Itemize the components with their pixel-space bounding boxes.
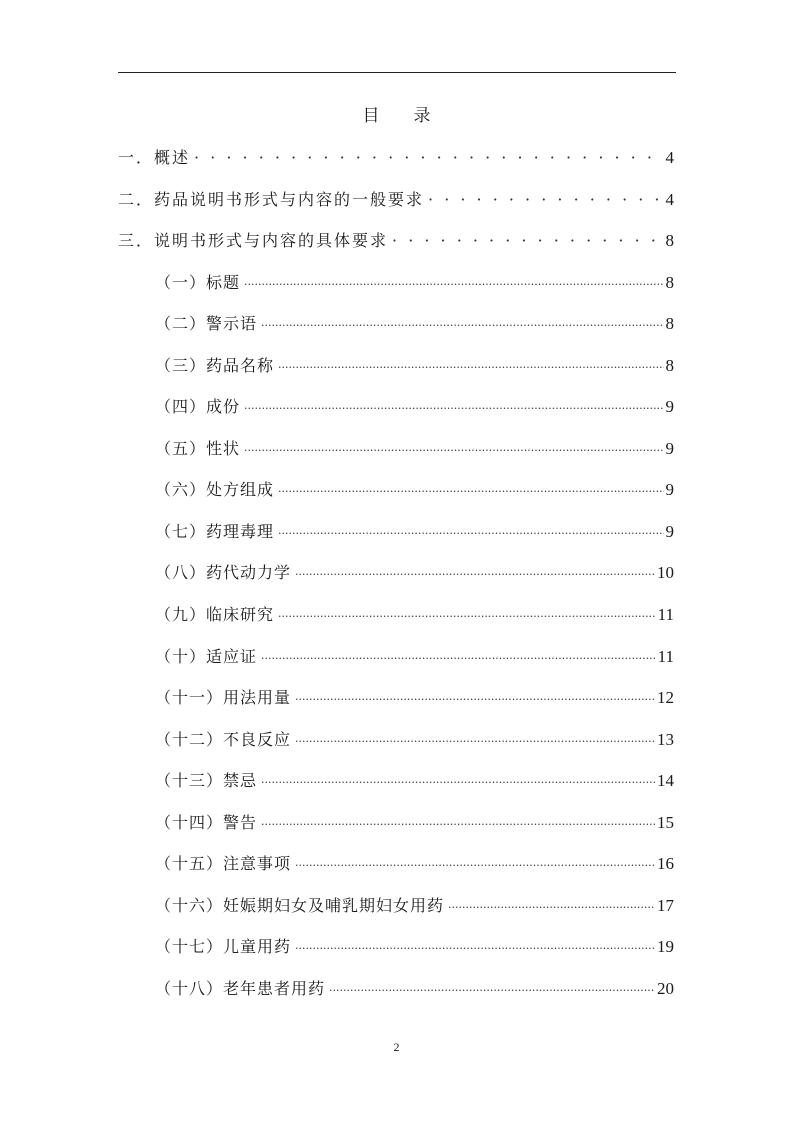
toc-entry-page: 12 [657, 688, 674, 708]
toc-entry-label: 三．说明书形式与内容的具体要求 [118, 231, 389, 251]
toc-entry[interactable] [118, 977, 674, 1019]
toc-entry[interactable] [118, 728, 674, 770]
toc-entry-page: 8 [665, 355, 674, 375]
toc-entry-label: （七）药理毒理 [155, 521, 275, 541]
toc-entry[interactable] [118, 852, 674, 894]
toc-entry-label: （十六）妊娠期妇女及哺乳期妇女用药 [155, 895, 445, 915]
toc-entry-label: （六）处方组成 [155, 480, 275, 500]
table-of-contents [118, 146, 674, 1018]
toc-entry-page: 17 [657, 895, 674, 915]
toc-entry[interactable] [118, 769, 674, 811]
dot-leader [261, 811, 655, 837]
toc-entry-label: 一．概述 [118, 148, 191, 167]
toc-entry[interactable] [118, 395, 674, 437]
toc-entry-label: （五）性状 [155, 438, 241, 458]
toc-entry[interactable] [118, 271, 674, 313]
dot-leader [261, 769, 655, 795]
toc-entry-label: （九）临床研究 [155, 605, 275, 625]
toc-entry-label: （十）适应证 [155, 646, 258, 666]
dot-leader [295, 686, 655, 712]
dot-leader [428, 188, 663, 212]
toc-entry-label: 二．药品说明书形式与内容的一般要求 [118, 189, 425, 209]
dot-leader [278, 354, 663, 380]
toc-entry[interactable] [118, 811, 674, 853]
toc-entry-page: 8 [665, 231, 674, 251]
toc-entry-label: （十五）注意事项 [155, 854, 292, 874]
dot-leader [295, 852, 655, 878]
dot-leader [295, 561, 655, 587]
dot-leader [278, 520, 663, 546]
toc-entry[interactable] [118, 561, 674, 603]
toc-entry-label: （四）成份 [155, 397, 241, 417]
toc-entry-page: 11 [657, 605, 674, 625]
toc-entry[interactable] [118, 146, 674, 188]
toc-title: 目录 [362, 106, 465, 126]
toc-entry-page: 19 [657, 937, 674, 957]
dot-leader [329, 977, 655, 1003]
dot-leader [278, 603, 656, 629]
toc-entry[interactable] [118, 935, 674, 977]
dot-leader [261, 312, 663, 338]
toc-entry[interactable] [118, 354, 674, 396]
toc-entry-label: （三）药品名称 [155, 355, 275, 375]
toc-entry-page: 10 [657, 563, 674, 583]
toc-entry-page: 4 [665, 148, 674, 167]
dot-leader [244, 271, 663, 297]
toc-entry[interactable] [118, 894, 674, 936]
toc-entry-page: 9 [665, 480, 674, 500]
toc-entry-label: （十二）不良反应 [155, 729, 292, 749]
dot-leader [392, 229, 663, 253]
toc-entry[interactable] [118, 188, 674, 230]
dot-leader [194, 146, 663, 170]
toc-entry-label: （十八）老年患者用药 [155, 978, 326, 998]
dot-leader [244, 437, 663, 463]
toc-entry-page: 11 [657, 646, 674, 666]
header-rule [118, 72, 676, 73]
dot-leader [295, 728, 655, 754]
toc-entry-page: 9 [665, 521, 674, 541]
toc-entry-label: （十一）用法用量 [155, 688, 292, 708]
toc-entry[interactable] [118, 686, 674, 728]
dot-leader [244, 395, 663, 421]
toc-entry-label: （十七）儿童用药 [155, 937, 292, 957]
toc-entry[interactable] [118, 520, 674, 562]
toc-entry-label: （八）药代动力学 [155, 563, 292, 583]
toc-entry-page: 4 [665, 189, 674, 209]
toc-entry-page: 8 [665, 272, 674, 292]
page-number: 2 [393, 1040, 400, 1054]
toc-entry[interactable] [118, 645, 674, 687]
dot-leader [448, 894, 655, 920]
dot-leader [278, 478, 663, 504]
toc-entry-page: 9 [665, 438, 674, 458]
toc-entry-label: （二）警示语 [155, 314, 258, 334]
toc-entry[interactable] [118, 312, 674, 354]
toc-entry[interactable] [118, 478, 674, 520]
toc-entry[interactable] [118, 603, 674, 645]
toc-entry-page: 20 [657, 978, 674, 998]
toc-entry-page: 9 [665, 397, 674, 417]
toc-entry-page: 16 [657, 854, 674, 874]
toc-entry-label: （十三）禁忌 [155, 771, 258, 791]
toc-entry[interactable] [118, 437, 674, 479]
toc-entry-page: 8 [665, 314, 674, 334]
toc-entry[interactable] [118, 229, 674, 271]
toc-entry-page: 14 [657, 771, 674, 791]
toc-entry-label: （十四）警告 [155, 812, 258, 832]
dot-leader [261, 645, 656, 671]
toc-entry-page: 15 [657, 812, 674, 832]
toc-entry-label: （一）标题 [155, 272, 241, 292]
toc-entry-page: 13 [657, 729, 674, 749]
dot-leader [295, 935, 655, 961]
